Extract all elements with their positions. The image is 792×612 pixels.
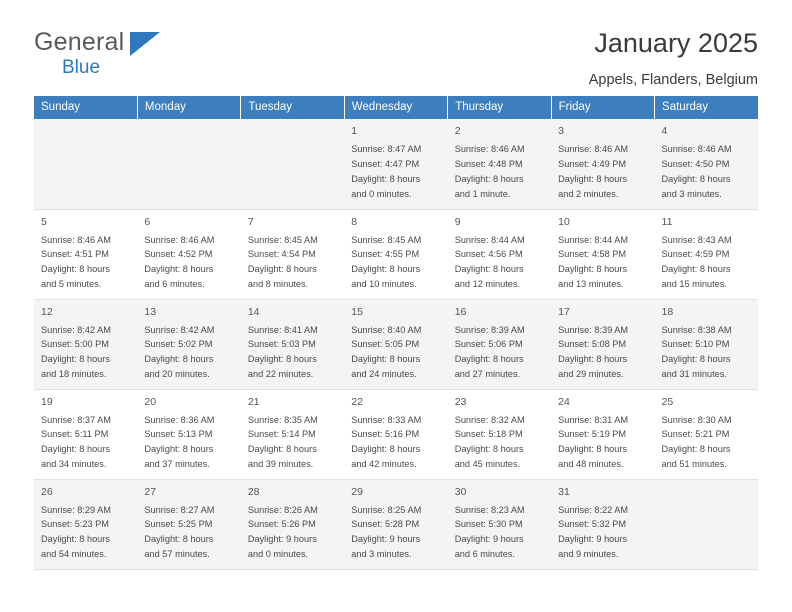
sunset-text: Sunset: 5:25 PM (144, 519, 213, 530)
day-number: 27 (144, 485, 157, 498)
weekday-header-friday: Friday (551, 96, 654, 119)
daylight-text-line1: Daylight: 8 hours (351, 173, 421, 184)
sunrise-text: Sunrise: 8:40 AM (351, 324, 422, 335)
sunset-text: Sunset: 5:23 PM (41, 519, 109, 530)
daylight-text-line2: and 10 minutes. (351, 279, 417, 290)
calendar-day-cell[interactable] (137, 209, 240, 299)
sunset-text: Sunset: 5:21 PM (661, 429, 730, 440)
daylight-text-line1: Daylight: 8 hours (247, 264, 317, 275)
calendar-day-cell[interactable] (655, 209, 758, 299)
day-number: 11 (661, 215, 673, 228)
calendar-day-cell[interactable] (241, 299, 344, 389)
sunset-text: Sunset: 5:02 PM (144, 339, 213, 350)
sunrise-text: Sunrise: 8:44 AM (454, 234, 525, 245)
sunset-text: Sunset: 4:50 PM (661, 158, 730, 169)
sunset-text: Sunset: 4:58 PM (558, 249, 627, 260)
daylight-text-line1: Daylight: 9 hours (454, 534, 524, 545)
location-subtitle: Appels, Flanders, Belgium (588, 72, 758, 88)
day-number: 9 (454, 215, 461, 228)
day-number: 26 (41, 485, 53, 498)
daylight-text-line2: and 2 minutes. (558, 188, 619, 199)
sunrise-text: Sunrise: 8:23 AM (454, 504, 525, 515)
page-header (34, 0, 758, 96)
calendar-day-cell[interactable] (448, 389, 551, 479)
sunrise-text: Sunrise: 8:35 AM (247, 414, 318, 425)
calendar-cell-empty (137, 119, 240, 209)
daylight-text-line2: and 1 minute. (454, 188, 511, 199)
sunset-text: Sunset: 5:14 PM (247, 429, 316, 440)
weekday-header-saturday: Saturday (655, 96, 758, 119)
daylight-text-line1: Daylight: 8 hours (41, 534, 110, 545)
sunrise-text: Sunrise: 8:33 AM (351, 414, 422, 425)
logo-text-blue: Blue (62, 57, 101, 78)
calendar-day-cell[interactable] (34, 479, 137, 569)
sunrise-text: Sunrise: 8:46 AM (144, 234, 215, 245)
weekday-header-wednesday: Wednesday (344, 96, 447, 119)
day-number: 28 (247, 485, 260, 498)
sunset-text: Sunset: 4:54 PM (247, 249, 316, 260)
calendar-day-cell[interactable] (137, 389, 240, 479)
sunrise-text: Sunrise: 8:42 AM (41, 324, 111, 335)
sunset-text: Sunset: 5:05 PM (351, 339, 420, 350)
day-number: 4 (661, 125, 668, 137)
daylight-text-line1: Daylight: 8 hours (661, 444, 731, 455)
daylight-text-line2: and 34 minutes. (41, 459, 107, 470)
daylight-text-line1: Daylight: 8 hours (558, 264, 628, 275)
weekday-header-monday: Monday (137, 96, 240, 119)
day-number: 29 (351, 485, 363, 498)
day-number: 14 (247, 305, 260, 318)
sunset-text: Sunset: 5:11 PM (41, 429, 109, 440)
daylight-text-line2: and 31 minutes. (661, 369, 727, 380)
weekday-header-thursday: Thursday (448, 96, 551, 119)
sunset-text: Sunset: 5:18 PM (454, 429, 523, 440)
calendar-day-cell[interactable] (34, 299, 137, 389)
sunset-text: Sunset: 5:06 PM (454, 339, 523, 350)
calendar-day-cell[interactable] (34, 209, 137, 299)
day-number: 6 (144, 215, 151, 228)
sunrise-text: Sunrise: 8:47 AM (351, 144, 422, 154)
calendar-week-row (34, 389, 758, 479)
calendar-day-cell[interactable] (655, 119, 758, 209)
weekday-header-tuesday: Tuesday (241, 96, 344, 119)
daylight-text-line1: Daylight: 8 hours (454, 444, 524, 455)
day-number: 18 (661, 305, 674, 318)
daylight-text-line2: and 5 minutes. (41, 279, 102, 290)
sunset-text: Sunset: 5:26 PM (247, 519, 316, 530)
sunrise-text: Sunrise: 8:26 AM (247, 504, 318, 515)
sunset-text: Sunset: 4:52 PM (144, 249, 213, 260)
daylight-text-line2: and 48 minutes. (558, 459, 624, 470)
day-number: 13 (144, 305, 157, 318)
daylight-text-line2: and 13 minutes. (558, 279, 624, 290)
daylight-text-line1: Daylight: 8 hours (558, 444, 628, 455)
sunset-text: Sunset: 4:51 PM (41, 249, 109, 260)
day-number: 22 (351, 395, 363, 408)
sunrise-text: Sunrise: 8:42 AM (144, 324, 215, 335)
sunset-text: Sunset: 5:00 PM (41, 339, 109, 350)
calendar-week-row (34, 299, 758, 389)
calendar-day-cell[interactable] (241, 209, 344, 299)
daylight-text-line2: and 37 minutes. (144, 459, 210, 470)
daylight-text-line2: and 27 minutes. (454, 369, 521, 380)
daylight-text-line2: and 45 minutes. (454, 459, 521, 470)
daylight-text-line2: and 8 minutes. (247, 279, 309, 290)
day-number: 2 (454, 125, 461, 137)
flag-icon (130, 32, 160, 56)
day-number: 25 (661, 395, 674, 408)
day-number: 21 (247, 395, 260, 408)
daylight-text-line2: and 12 minutes. (454, 279, 521, 290)
daylight-text-line2: and 6 minutes. (144, 279, 205, 290)
sunrise-text: Sunrise: 8:45 AM (351, 234, 422, 245)
sunset-text: Sunset: 5:19 PM (558, 429, 627, 440)
sunrise-text: Sunrise: 8:45 AM (247, 234, 318, 245)
calendar-day-cell[interactable] (655, 389, 758, 479)
sunset-text: Sunset: 5:08 PM (558, 339, 627, 350)
day-number: 12 (41, 305, 53, 318)
sunset-text: Sunset: 5:28 PM (351, 519, 420, 530)
calendar-cell-empty (34, 119, 137, 209)
daylight-text-line1: Daylight: 8 hours (41, 444, 110, 455)
sunrise-text: Sunrise: 8:44 AM (558, 234, 629, 245)
sunrise-sunset-calendar (34, 96, 758, 570)
daylight-text-line2: and 0 minutes. (247, 549, 309, 560)
daylight-text-line2: and 24 minutes. (351, 369, 417, 380)
daylight-text-line2: and 39 minutes. (247, 459, 314, 470)
daylight-text-line1: Daylight: 8 hours (144, 534, 214, 545)
daylight-text-line1: Daylight: 8 hours (144, 264, 214, 275)
sunset-text: Sunset: 4:48 PM (454, 158, 523, 169)
daylight-text-line2: and 51 minutes. (661, 459, 727, 470)
calendar-day-cell[interactable] (448, 479, 551, 569)
sunrise-text: Sunrise: 8:38 AM (661, 324, 732, 335)
daylight-text-line1: Daylight: 8 hours (661, 264, 731, 275)
calendar-day-cell[interactable] (551, 299, 654, 389)
sunrise-text: Sunrise: 8:25 AM (351, 504, 422, 515)
day-number: 19 (41, 395, 53, 408)
daylight-text-line1: Daylight: 8 hours (558, 354, 628, 365)
daylight-text-line2: and 9 minutes. (558, 549, 619, 560)
daylight-text-line1: Daylight: 9 hours (247, 534, 317, 545)
calendar-day-cell[interactable] (448, 299, 551, 389)
daylight-text-line1: Daylight: 8 hours (41, 354, 110, 365)
calendar-day-cell[interactable] (448, 209, 551, 299)
calendar-day-cell[interactable] (655, 299, 758, 389)
sunrise-text: Sunrise: 8:46 AM (661, 144, 732, 154)
sunset-text: Sunset: 4:47 PM (351, 158, 420, 169)
weekday-header-sunday: Sunday (34, 96, 137, 119)
calendar-day-cell[interactable] (344, 119, 447, 209)
daylight-text-line1: Daylight: 8 hours (454, 173, 524, 184)
calendar-day-cell[interactable] (551, 119, 654, 209)
daylight-text-line1: Daylight: 8 hours (454, 354, 524, 365)
day-number: 24 (558, 395, 570, 408)
sunrise-text: Sunrise: 8:46 AM (558, 144, 629, 154)
sunset-text: Sunset: 5:10 PM (661, 339, 730, 350)
daylight-text-line1: Daylight: 8 hours (351, 444, 421, 455)
sunrise-text: Sunrise: 8:22 AM (558, 504, 629, 515)
calendar-week-row (34, 209, 758, 299)
daylight-text-line1: Daylight: 8 hours (247, 354, 317, 365)
day-number: 1 (351, 125, 358, 137)
day-number: 5 (41, 215, 47, 228)
day-number: 16 (454, 305, 467, 318)
day-number: 23 (454, 395, 467, 408)
day-number: 15 (351, 305, 363, 318)
daylight-text-line1: Daylight: 9 hours (351, 534, 421, 545)
daylight-text-line1: Daylight: 8 hours (144, 444, 214, 455)
sunset-text: Sunset: 4:55 PM (351, 249, 420, 260)
sunrise-text: Sunrise: 8:37 AM (41, 414, 111, 425)
daylight-text-line1: Daylight: 8 hours (351, 354, 421, 365)
daylight-text-line1: Daylight: 8 hours (661, 173, 731, 184)
sunrise-text: Sunrise: 8:29 AM (41, 504, 111, 515)
daylight-text-line2: and 0 minutes. (351, 188, 412, 199)
day-number: 31 (558, 485, 570, 498)
sunset-text: Sunset: 5:13 PM (144, 429, 213, 440)
sunset-text: Sunset: 4:49 PM (558, 158, 627, 169)
sunrise-text: Sunrise: 8:46 AM (454, 144, 525, 154)
sunrise-text: Sunrise: 8:46 AM (41, 234, 111, 245)
calendar-day-cell[interactable] (344, 389, 447, 479)
sunset-text: Sunset: 5:30 PM (454, 519, 523, 530)
sunset-text: Sunset: 5:16 PM (351, 429, 420, 440)
calendar-week-row (34, 119, 758, 209)
day-number: 7 (247, 215, 254, 228)
sunrise-text: Sunrise: 8:30 AM (661, 414, 732, 425)
logo[interactable] (34, 30, 124, 77)
daylight-text-line1: Daylight: 8 hours (41, 264, 110, 275)
page-title: January 2025 (594, 28, 758, 58)
day-number: 10 (558, 215, 570, 228)
daylight-text-line1: Daylight: 8 hours (247, 444, 317, 455)
calendar-day-cell[interactable] (344, 209, 447, 299)
logo-text-general: General (34, 28, 125, 56)
sunrise-text: Sunrise: 8:43 AM (661, 234, 732, 245)
sunrise-text: Sunrise: 8:41 AM (247, 324, 318, 335)
daylight-text-line2: and 6 minutes. (454, 549, 515, 560)
calendar-day-cell[interactable] (137, 479, 240, 569)
day-number: 3 (558, 125, 564, 137)
daylight-text-line2: and 54 minutes. (41, 549, 107, 560)
calendar-day-cell[interactable] (34, 389, 137, 479)
calendar-day-cell[interactable] (241, 479, 344, 569)
day-number: 20 (144, 395, 157, 408)
sunrise-text: Sunrise: 8:39 AM (558, 324, 629, 335)
daylight-text-line2: and 57 minutes. (144, 549, 210, 560)
daylight-text-line1: Daylight: 8 hours (558, 173, 628, 184)
daylight-text-line2: and 22 minutes. (247, 369, 314, 380)
calendar-day-cell[interactable] (137, 299, 240, 389)
sunrise-text: Sunrise: 8:36 AM (144, 414, 215, 425)
calendar-day-cell[interactable] (551, 209, 654, 299)
calendar-week-row (34, 479, 758, 569)
daylight-text-line2: and 20 minutes. (144, 369, 210, 380)
daylight-text-line2: and 3 minutes. (661, 188, 722, 199)
daylight-text-line1: Daylight: 8 hours (661, 354, 731, 365)
sunrise-text: Sunrise: 8:31 AM (558, 414, 629, 425)
calendar-cell-empty (241, 119, 344, 209)
calendar-day-cell[interactable] (551, 479, 654, 569)
calendar-day-cell[interactable] (448, 119, 551, 209)
calendar-day-cell[interactable] (241, 389, 344, 479)
sunset-text: Sunset: 5:03 PM (247, 339, 316, 350)
sunrise-text: Sunrise: 8:32 AM (454, 414, 525, 425)
sunset-text: Sunset: 5:32 PM (558, 519, 627, 530)
calendar-day-cell[interactable] (344, 299, 447, 389)
calendar-day-cell[interactable] (551, 389, 654, 479)
day-number: 8 (351, 215, 358, 228)
daylight-text-line2: and 29 minutes. (558, 369, 624, 380)
daylight-text-line1: Daylight: 9 hours (558, 534, 628, 545)
daylight-text-line2: and 15 minutes. (661, 279, 727, 290)
weekday-header-row (34, 96, 758, 119)
daylight-text-line1: Daylight: 8 hours (144, 354, 214, 365)
daylight-text-line2: and 42 minutes. (351, 459, 417, 470)
sunset-text: Sunset: 4:59 PM (661, 249, 730, 260)
daylight-text-line2: and 3 minutes. (351, 549, 412, 560)
daylight-text-line1: Daylight: 8 hours (454, 264, 524, 275)
sunrise-text: Sunrise: 8:39 AM (454, 324, 525, 335)
calendar-day-cell[interactable] (344, 479, 447, 569)
day-number: 17 (558, 305, 570, 318)
calendar-cell-empty (655, 479, 758, 569)
sunrise-text: Sunrise: 8:27 AM (144, 504, 215, 515)
daylight-text-line2: and 18 minutes. (41, 369, 107, 380)
day-number: 30 (454, 485, 467, 498)
sunset-text: Sunset: 4:56 PM (454, 249, 523, 260)
daylight-text-line1: Daylight: 8 hours (351, 264, 421, 275)
